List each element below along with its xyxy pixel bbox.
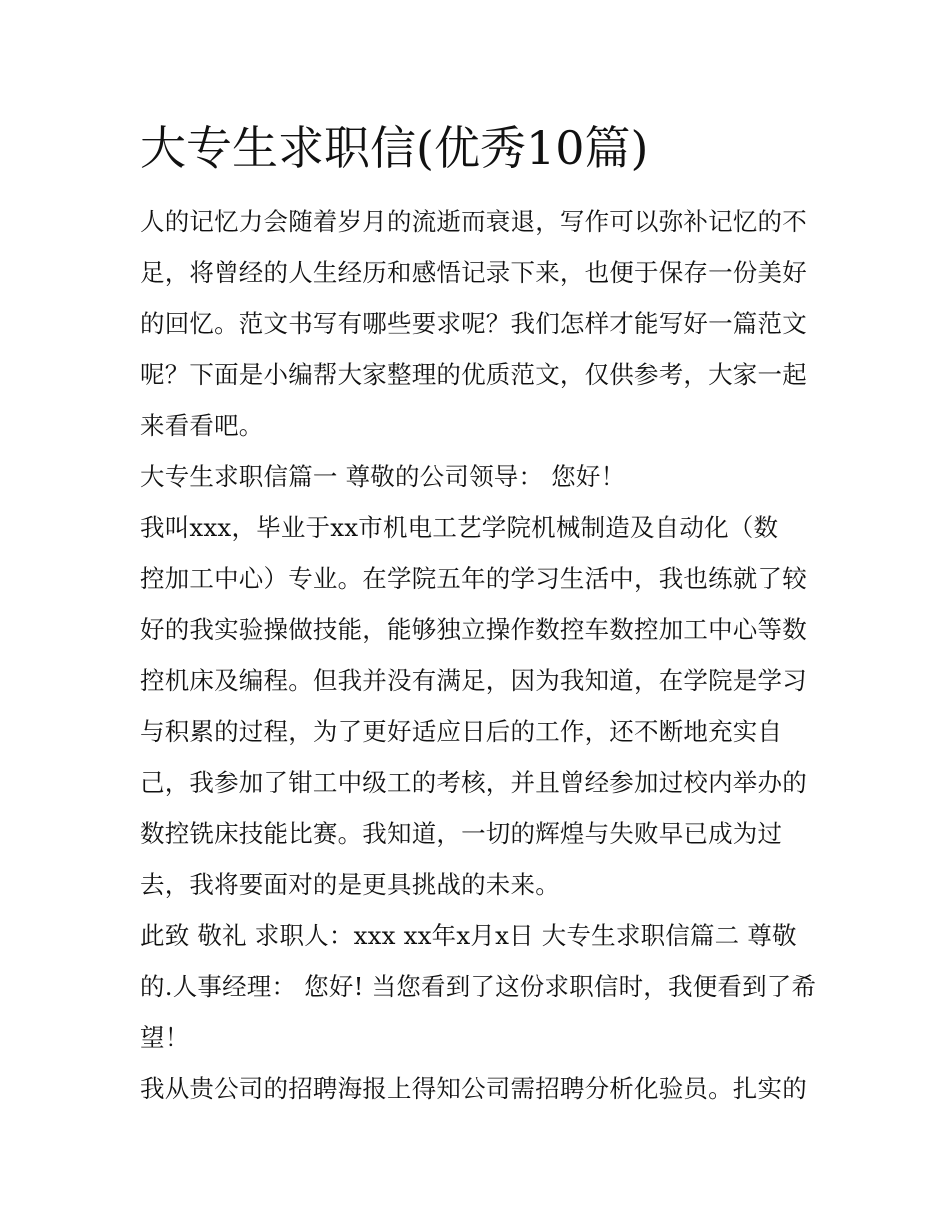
text-line: 我叫xxx，毕业于xx市机电工艺学院机械制造及自动化（数 (140, 513, 779, 542)
text-line: 的回忆。范文书写有哪些要求呢？我们怎样才能写好一篇范文 (140, 309, 807, 338)
text-line: 数控铣床技能比赛。我知道，一切的辉煌与失败早已成为过 (140, 819, 783, 848)
text-line: 我从贵公司的招聘海报上得知公司需招聘分析化验员。扎实的 (140, 1074, 807, 1103)
text-line: 来看看吧。 (140, 411, 264, 440)
document-body (140, 196, 820, 1114)
text-line: 与积累的过程，为了更好适应日后的工作，还不断地充实自 (140, 717, 783, 746)
text-line: 呢？下面是小编帮大家整理的优质范文，仅供参考，大家一起 (140, 360, 807, 389)
text-line: 去，我将要面对的是更具挑战的未来。 (140, 870, 560, 899)
text-line: 控加工中心）专业。在学院五年的学习生活中，我也练就了较 (140, 564, 807, 593)
text-line: 此致 敬礼 求职人：xxx xx年x月x日 大专生求职信篇二 尊敬 (140, 921, 797, 950)
text-line: 己，我参加了钳工中级工的考核，并且曾经参加过校内举办的 (140, 768, 807, 797)
text-line: 好的我实验操做技能，能够独立操作数控车数控加工中心等数 (140, 615, 807, 644)
text-line: 的.人事经理： 您好! 当您看到了这份求职信时，我便看到了希 (140, 972, 817, 1001)
text-line: 人的记忆力会随着岁月的流逝而衰退，写作可以弥补记忆的不 (140, 207, 807, 236)
text-line: 控机床及编程。但我并没有满足，因为我知道，在学院是学习 (140, 666, 807, 695)
text-line: 大专生求职信篇一 尊敬的公司领导： 您好！ (140, 462, 626, 491)
text-line: 足，将曾经的人生经历和感悟记录下来，也便于保存一份美好 (140, 258, 807, 287)
text-line: 望！ (140, 1023, 190, 1052)
document-title: 大专生求职信(优秀10篇) (140, 121, 649, 175)
